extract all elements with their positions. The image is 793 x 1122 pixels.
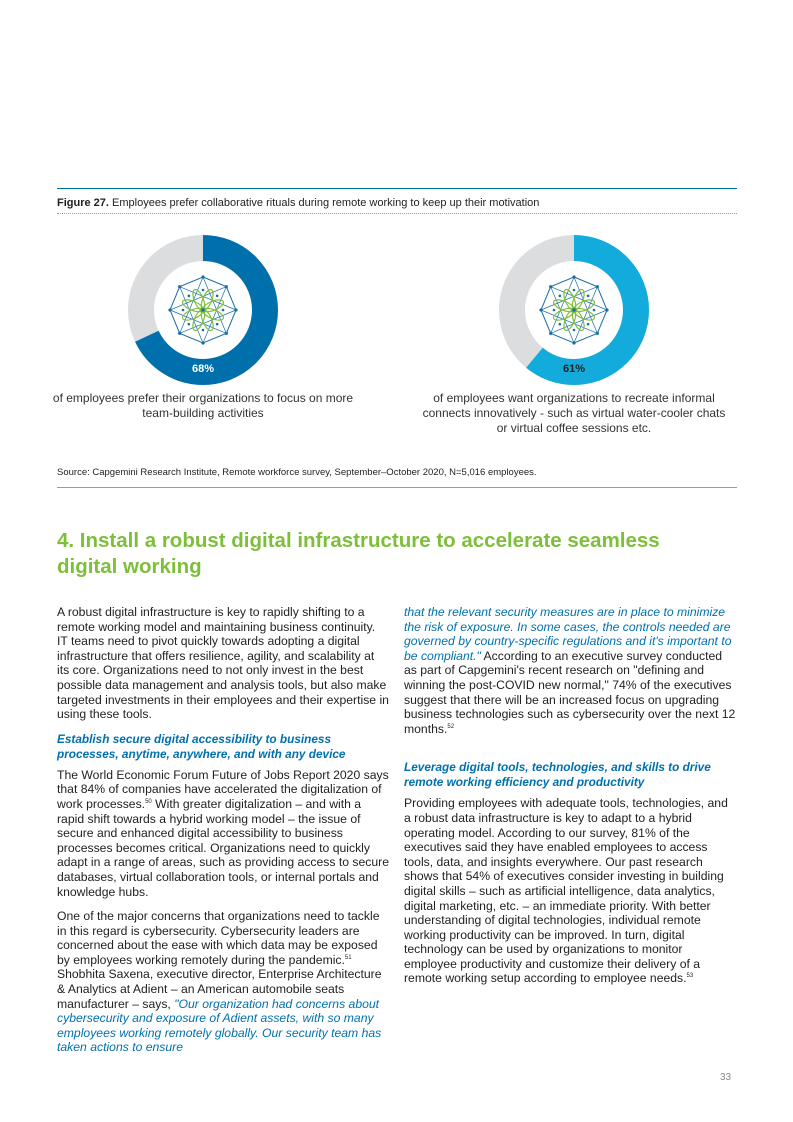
mandala-dot bbox=[182, 309, 185, 312]
quote-text: "Our organization had concerns about cybersecurity and exposure of Adient assets, with so many employees working remotely globally. Our security team has taken actions to ensure bbox=[57, 996, 382, 1055]
mandala-dot bbox=[549, 332, 552, 335]
footnote-ref: 53 bbox=[686, 973, 694, 980]
footnote-ref: 52 bbox=[447, 723, 455, 730]
mandala-dot bbox=[587, 323, 590, 326]
footnote-ref: 51 bbox=[344, 954, 352, 961]
mandala-dot bbox=[202, 289, 205, 292]
donut-chart-informal-connects bbox=[499, 235, 649, 385]
mandala-dot bbox=[573, 289, 576, 292]
mandala-dot bbox=[572, 275, 575, 278]
mandala-dot bbox=[587, 295, 590, 298]
page-number: 33 bbox=[720, 1072, 732, 1083]
mandala-dot bbox=[539, 308, 542, 311]
mandala-dot bbox=[234, 308, 237, 311]
left-paragraph-3 bbox=[57, 909, 389, 1055]
paragraph-text: Shobhita Saxena, executive director, Enterprise Architecture & Analytics at Adient – an American automobile seats manufacturer – says, bbox=[57, 967, 382, 1011]
left-paragraph-1: A robust digital infrastructure is key to rapidly shifting to a remote working model and maintaining business continuity. IT teams need to pivot quickly towards adopting a digital infrastructure that offers resilience, agility, and scalability at its core. Organizations need to not only invest in the best possible data management and analysis tools, but also make targeted investments in their employees and their expertise in using these tools. bbox=[57, 605, 389, 722]
section-heading: 4. Install a robust digital infrastructure to accelerate seamless digital working bbox=[57, 529, 660, 578]
right-column bbox=[404, 605, 738, 996]
quote-text: that the relevant security measures are in place to minimize the risk of exposure. In some cases, the controls needed are governed by country-specific regulations and it's important to be compliant." bbox=[404, 605, 732, 663]
mandala-dot bbox=[201, 275, 204, 278]
mandala-dot bbox=[168, 308, 171, 311]
paragraph-text: Providing employees with adequate tools, technologies, and a robust data infrastructure is key to adapt to a hybrid operating model. According to our survey, 81% of the executives said they have enabled employees to access tools, data, and insights everywhere. Our past research shows that 54% of executives consider investing in building digital skills – such as artificial intelligence, data analytics, digital marketing, etc. – an immediate priority. With better understanding of digital technologies, individual remote working productivity can be improved. In turn, digital technology can be used by organizations to monitor employee productivity and customize their delivery of a remote working setup according to employee needs. bbox=[404, 796, 728, 986]
right-paragraph-1 bbox=[404, 605, 738, 736]
mandala-dot bbox=[188, 323, 191, 326]
mandala-dot bbox=[202, 329, 205, 332]
figure-top-rule bbox=[57, 188, 737, 189]
footnote-ref: 50 bbox=[145, 798, 152, 805]
mandala-dot bbox=[549, 285, 552, 288]
paragraph-text: The World Economic Forum Future of Jobs Report 2020 says that 84% of companies have accelerated the digitalization of work processes. bbox=[57, 767, 389, 811]
paragraph-text: According to an executive survey conducted as part of Capgemini's recent research on "defining and winning the post-COVID new normal," 74% of the executives suggest that there will be an increased focus on upgrading business technologies such as cybersecurity over the next 12 months. bbox=[404, 648, 736, 736]
mandala-icon bbox=[165, 272, 241, 348]
mandala-dot bbox=[572, 308, 576, 312]
mandala-dot bbox=[553, 309, 556, 312]
mandala-dot bbox=[605, 308, 608, 311]
paragraph-text: One of the major concerns that organizations need to tackle in this regard is cybersecurity. Cybersecurity leaders are concerned about the ease with which data may be exposed by employees working remotely during the pandemic. bbox=[57, 909, 380, 967]
donut-chart-team-building bbox=[128, 235, 278, 385]
mandala-dot bbox=[572, 341, 575, 344]
figure-label: Figure 27. bbox=[57, 197, 109, 209]
figure-title-text: Employees prefer collaborative rituals during remote working to keep up their motivation bbox=[112, 197, 540, 209]
figure-bottom-rule bbox=[57, 487, 737, 488]
mandala-dot bbox=[216, 295, 219, 298]
mandala-dot bbox=[222, 309, 225, 312]
mandala-dot bbox=[188, 295, 191, 298]
mandala-dot bbox=[216, 323, 219, 326]
mandala-dot bbox=[573, 329, 576, 332]
mandala-dot bbox=[178, 285, 181, 288]
donut-value-label: 68% bbox=[191, 363, 215, 375]
donut-value-label: 61% bbox=[562, 363, 586, 375]
subheading-secure-access: Establish secure digital accessibility to business processes, anytime, anywhere, and with any device bbox=[57, 731, 346, 761]
mandala-dot bbox=[593, 309, 596, 312]
right-paragraph-2 bbox=[404, 796, 738, 986]
stat-caption-team-building: of employees prefer their organizations to focus on more team-building activities bbox=[52, 391, 354, 420]
figure-source: Source: Capgemini Research Institute, Remote workforce survey, September–October 2020, N=5,016 employees. bbox=[57, 467, 537, 478]
paragraph-text: With greater digitalization – and with a rapid shift towards a hybrid working model – the issue of secure and enhanced digital accessibility to business processes becomes critical. Organizations need to quickly adapt in a range of areas, such as providing access to secure databases, virtual collaboration tools, or internal portals and knowledge hubs. bbox=[57, 796, 389, 899]
mandala-dot bbox=[596, 285, 599, 288]
mandala-dot bbox=[201, 308, 205, 312]
mandala-dot bbox=[178, 332, 181, 335]
mandala-dot bbox=[201, 341, 204, 344]
mandala-dot bbox=[559, 295, 562, 298]
figure-dotted-divider bbox=[57, 213, 737, 214]
mandala-icon bbox=[536, 272, 612, 348]
mandala-dot bbox=[559, 323, 562, 326]
left-paragraph-2 bbox=[57, 768, 389, 899]
mandala-dot bbox=[225, 332, 228, 335]
mandala-dot bbox=[225, 285, 228, 288]
left-column bbox=[57, 605, 389, 1065]
figure-title bbox=[57, 196, 737, 210]
mandala-dot bbox=[596, 332, 599, 335]
stat-caption-informal-connects: of employees want organizations to recreate informal connects innovatively - such as virtual water-cooler chats or virtual coffee sessions etc. bbox=[422, 391, 726, 435]
subheading-digital-tools: Leverage digital tools, technologies, and skills to drive remote working efficiency and productivity bbox=[404, 760, 711, 790]
